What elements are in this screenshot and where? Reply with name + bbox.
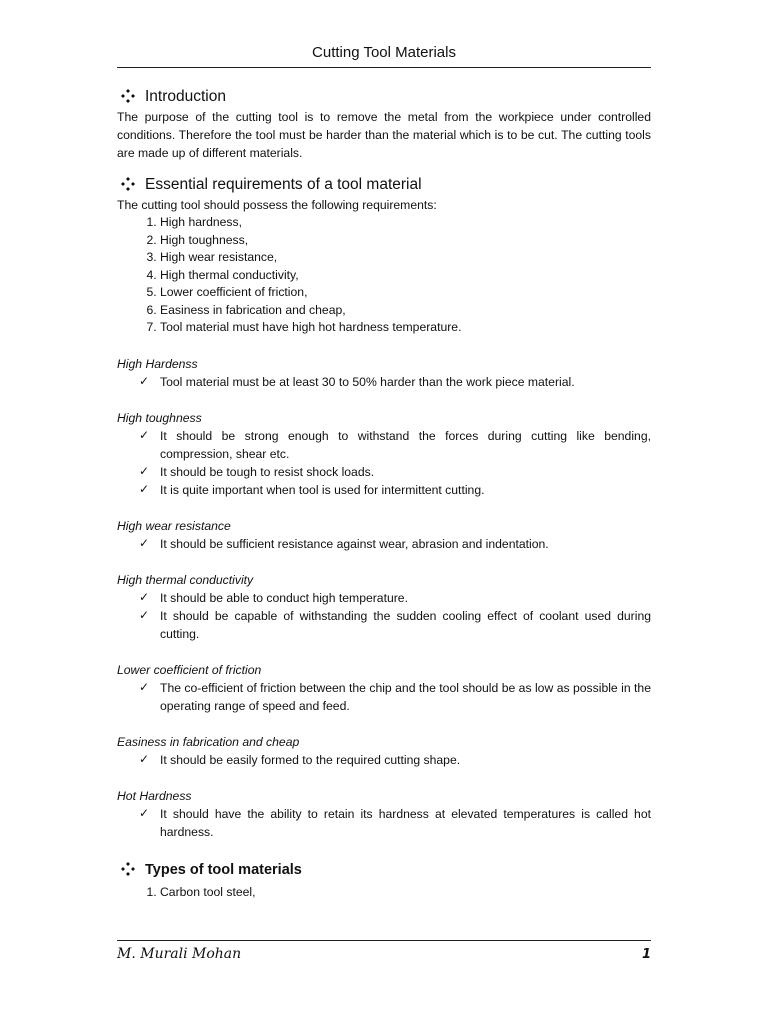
checkmark-icon: ✓ xyxy=(139,751,150,766)
page-footer xyxy=(117,940,651,967)
checkmark-icon: ✓ xyxy=(139,373,150,388)
check-list xyxy=(117,535,651,553)
list-item: ✓ It should be able to conduct high temperature. xyxy=(139,589,408,605)
list-item: 1. Carbon tool steel, xyxy=(160,883,651,901)
checkmark-icon: ✓ xyxy=(139,463,150,478)
requirements-title: Essential requirements of a tool material xyxy=(145,176,422,193)
intro-heading xyxy=(117,86,651,108)
list-item: 3. High wear resistance, xyxy=(160,249,651,267)
requirements-lead: The cutting tool should possess the following requirements: xyxy=(117,198,437,212)
subsection-title-friction: Lower coefficient of friction xyxy=(117,662,262,677)
types-list xyxy=(117,883,651,901)
page-content xyxy=(117,84,651,901)
intro-paragraph: The purpose of the cutting tool is to remove the metal from the workpiece under controlled conditions. Therefore the tool must be harder than the material which is to be cut. The cutting tools are made up of different materials. xyxy=(117,110,651,160)
list-item: ✓ It should be capable of withstanding the sudden cooling effect of coolant used during cutting. xyxy=(139,607,651,641)
list-item: 6. Easiness in fabrication and cheap, xyxy=(160,302,651,320)
list-item: ✓ It should be easily formed to the required cutting shape. xyxy=(139,751,461,767)
checkmark-icon: ✓ xyxy=(139,589,150,604)
header-title: Cutting Tool Materials xyxy=(312,44,456,61)
subsection-title-high-hardness: High Hardenss xyxy=(117,356,198,371)
list-item: 7. Tool material must have high hot hardness temperature. xyxy=(160,319,651,337)
subsection-title-high-toughness: High toughness xyxy=(117,410,202,425)
check-list xyxy=(117,805,651,841)
types-title: Types of tool materials xyxy=(145,861,302,878)
checkmark-icon: ✓ xyxy=(139,427,150,442)
intro-title: Introduction xyxy=(145,88,226,105)
list-item: ✓ Tool material must be at least 30 to 50% harder than the work piece material. xyxy=(139,373,575,389)
check-list xyxy=(117,373,651,391)
list-item: ✓ It should be strong enough to withstand the forces during cutting like bending, compression, shear etc. xyxy=(139,427,651,461)
check-list xyxy=(117,751,651,769)
checkmark-icon: ✓ xyxy=(139,607,150,622)
subsection-title-fabrication: Easiness in fabrication and cheap xyxy=(117,734,300,749)
list-item: 4. High thermal conductivity, xyxy=(160,267,651,285)
requirements-list xyxy=(117,214,651,337)
page-number: 1 xyxy=(641,946,651,962)
list-item: ✓ It should have the ability to retain its hardness at elevated temperatures is called hot hardness. xyxy=(139,805,651,839)
types-heading xyxy=(117,859,651,881)
checkmark-icon: ✓ xyxy=(139,805,150,820)
list-item: ✓ The co-efficient of friction between the chip and the tool should be as low as possible in the operating range of speed and feed. xyxy=(139,679,651,713)
list-item: ✓ It should be tough to resist shock loads. xyxy=(139,463,375,479)
subsection-title-hot-hardness: Hot Hardness xyxy=(117,788,192,803)
checkmark-icon: ✓ xyxy=(139,481,150,496)
checkmark-icon: ✓ xyxy=(139,679,150,694)
requirements-heading xyxy=(117,174,651,196)
subsection-title-thermal-conductivity: High thermal conductivity xyxy=(117,572,254,587)
check-list xyxy=(117,679,651,715)
four-diamond-bullet-icon xyxy=(121,89,137,105)
list-item: 1. High hardness, xyxy=(160,214,651,232)
check-list xyxy=(117,589,651,643)
subsection-title-wear-resistance: High wear resistance xyxy=(117,518,231,533)
list-item: 2. High toughness, xyxy=(160,232,651,250)
footer-author: M. Murali Mohan xyxy=(117,946,242,962)
list-item: 5. Lower coefficient of friction, xyxy=(160,284,651,302)
four-diamond-bullet-icon xyxy=(121,177,137,193)
check-list xyxy=(117,427,651,499)
checkmark-icon: ✓ xyxy=(139,535,150,550)
list-item: ✓ It is quite important when tool is used for intermittent cutting. xyxy=(139,481,485,497)
four-diamond-bullet-icon xyxy=(121,862,137,878)
list-item: ✓ It should be sufficient resistance against wear, abrasion and indentation. xyxy=(139,535,549,551)
page-header xyxy=(117,40,651,68)
